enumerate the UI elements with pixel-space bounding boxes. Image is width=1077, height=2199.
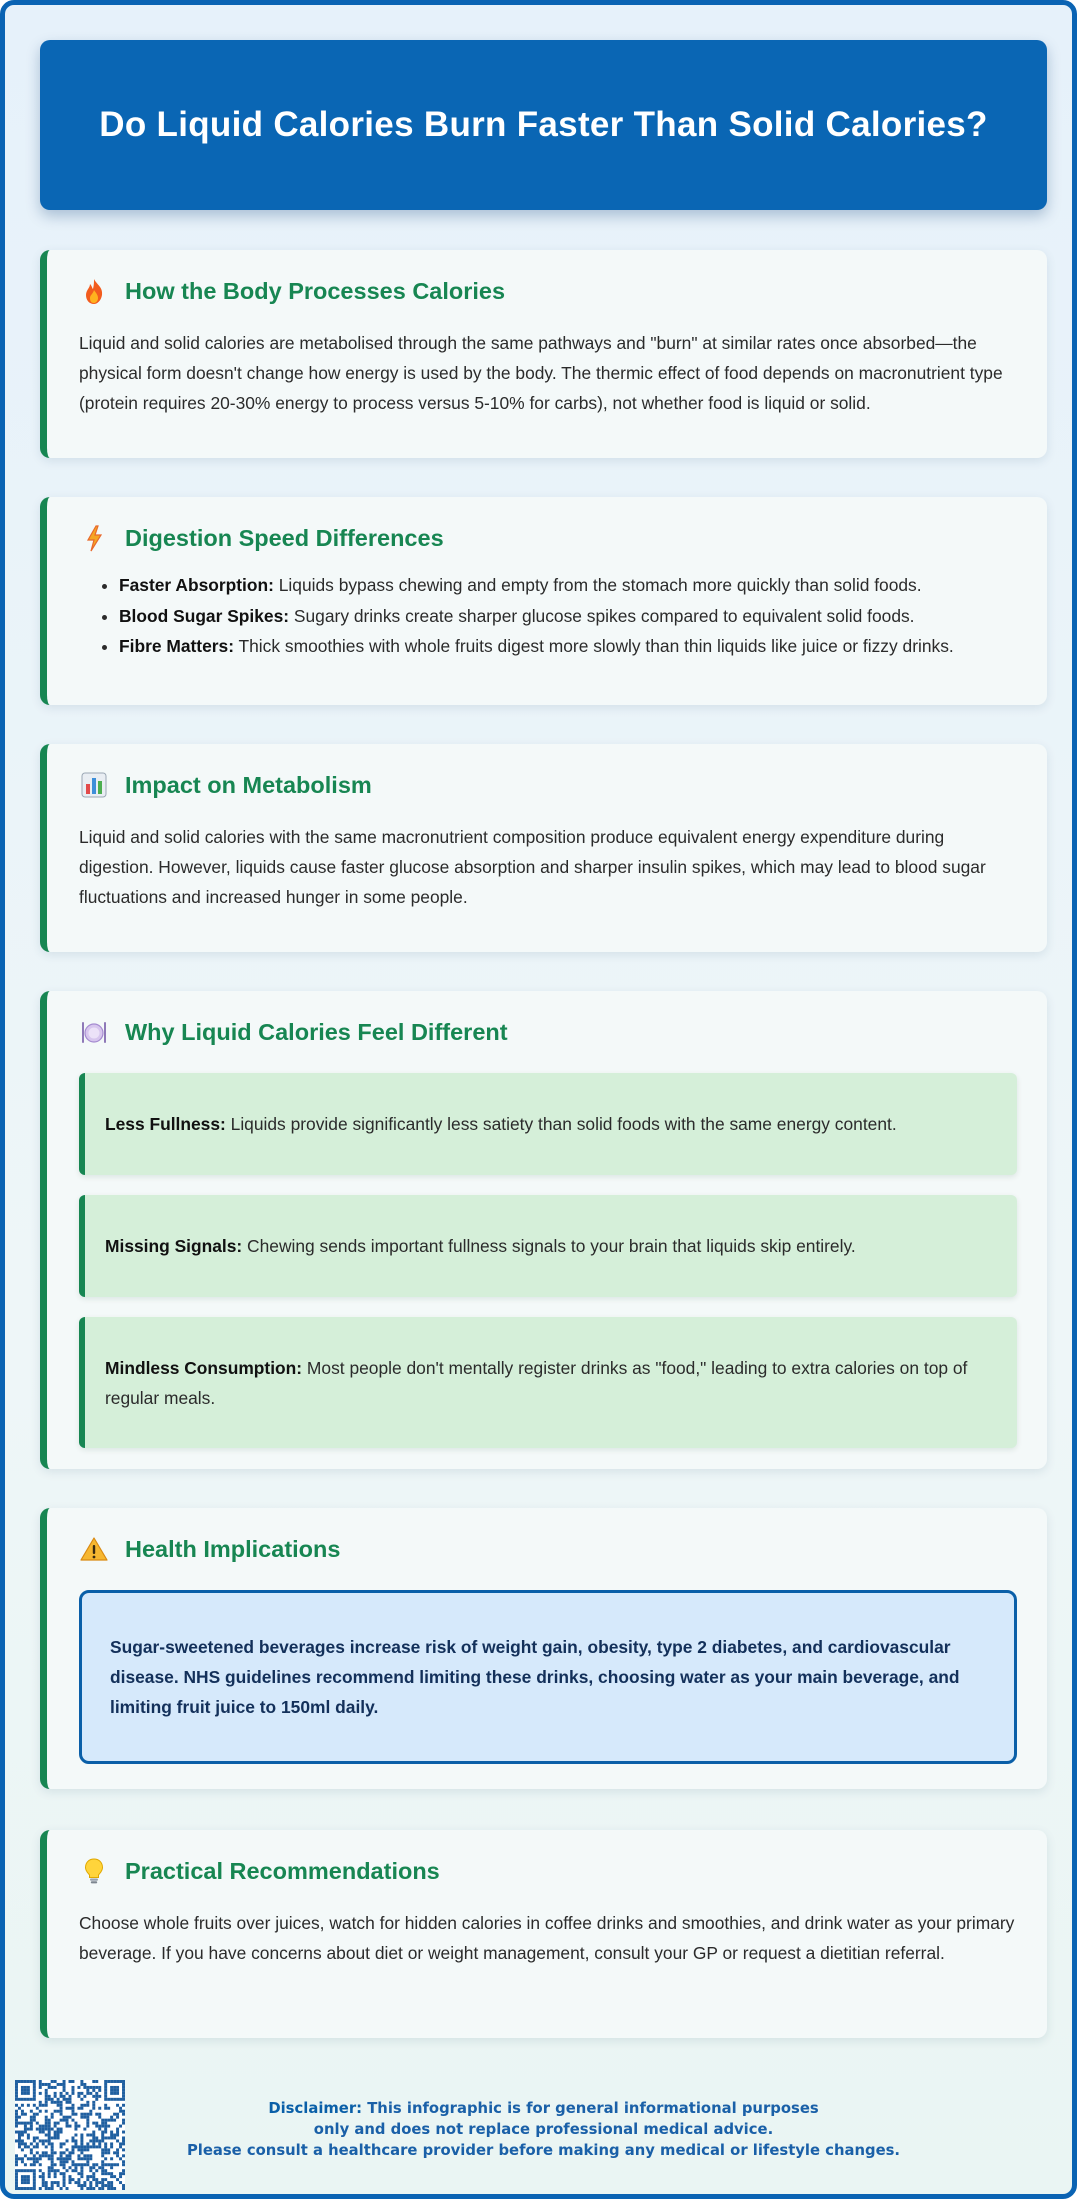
disclaimer <box>5 2098 1077 2161</box>
section-heading: How the Body Processes Calories <box>125 277 506 304</box>
section-metabolism <box>40 744 1047 952</box>
disclaimer-line-1: This infographic is for general informational purposes <box>362 2100 819 2117</box>
fire-icon <box>79 276 109 306</box>
digestion-list <box>119 570 1017 662</box>
section-feel <box>40 991 1047 1469</box>
lightbulb-icon <box>79 1856 109 1886</box>
health-alert-box: Sugar-sweetened beverages increase risk of weight gain, obesity, type 2 diabetes, and cardiovascular disease. NHS guidelines recommend limiting these drinks, choosing water as your main beverage, and limiting fruit juice to 150ml daily. <box>79 1590 1017 1764</box>
title-banner <box>40 40 1047 210</box>
disclaimer-line-3: Please consult a healthcare provider before making any medical or lifestyle changes. <box>186 2142 901 2159</box>
feel-box-signals: Missing Signals: Chewing sends important fullness signals to your brain that liquids skip entirely. <box>79 1195 1017 1297</box>
section-processing <box>40 250 1047 458</box>
list-item: • Faster Absorption: Liquids bypass chewing and empty from the stomach more quickly than solid foods. <box>119 570 1017 601</box>
disclaimer-label: Disclaimer: <box>268 2100 363 2117</box>
section-heading: Health Implications <box>125 1535 341 1562</box>
section-heading: Practical Recommendations <box>125 1857 440 1884</box>
list-item: • Blood Sugar Spikes: Sugary drinks create sharper glucose spikes compared to equivalent solid foods. <box>119 601 1017 632</box>
section-heading: Digestion Speed Differences <box>125 524 444 551</box>
feel-box-fullness: Less Fullness: Liquids provide significantly less satiety than solid foods with the same energy content. <box>79 1073 1017 1175</box>
section-health <box>40 1508 1047 1789</box>
plate-cutlery-icon <box>79 1017 109 1047</box>
section-body: Liquid and solid calories with the same macronutrient composition produce equivalent energy expenditure during digestion. However, liquids cause faster glucose absorption and sharper insulin spikes, which may lead to blood sugar fluctuations and increased hunger in some people. <box>79 827 986 907</box>
section-body: Choose whole fruits over juices, watch for hidden calories in coffee drinks and smoothies, and drink water as your primary beverage. If you have concerns about diet or weight management, consult your GP or request a dietitian referral. <box>79 1913 1015 1963</box>
section-digestion <box>40 497 1047 705</box>
bar-chart-icon <box>79 770 109 800</box>
lightning-icon <box>79 523 109 553</box>
list-item: • Fibre Matters: Thick smoothies with whole fruits digest more slowly than thin liquids like juice or fizzy drinks. <box>119 631 1017 662</box>
page-title: Do Liquid Calories Burn Faster Than Solid Calories? <box>99 105 988 144</box>
footer <box>5 2080 1077 2195</box>
section-heading: Impact on Metabolism <box>125 771 372 798</box>
section-heading: Why Liquid Calories Feel Different <box>125 1018 508 1045</box>
warning-icon <box>79 1534 109 1564</box>
disclaimer-line-2: only and does not replace professional medical advice. <box>313 2121 774 2138</box>
section-body: Liquid and solid calories are metabolised through the same pathways and "burn" at similar rates once absorbed—the physical form doesn't change how energy is used by the body. The thermic effect of food depends on macronutrient type (protein requires 20-30% energy to process versus 5-10% for carbs), not whether food is liquid or solid. <box>79 333 1003 413</box>
feel-box-mindless: Mindless Consumption: Most people don't mentally register drinks as "food," leading to extra calories on top of regular meals. <box>79 1317 1017 1448</box>
section-recommendations <box>40 1830 1047 2038</box>
